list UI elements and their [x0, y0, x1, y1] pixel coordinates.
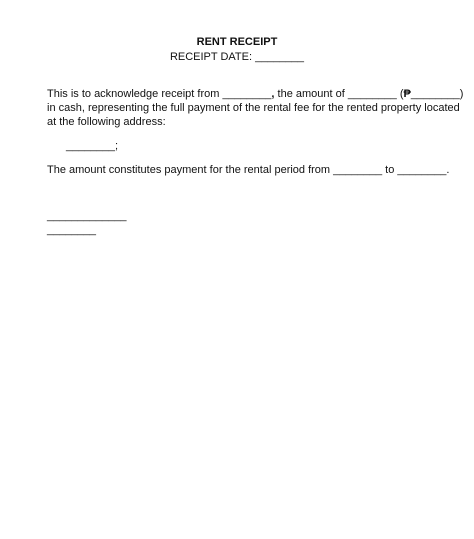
rental-period-line: The amount constitutes payment for the rental period from ________ to ________.	[47, 164, 450, 176]
acknowledgement-paragraph	[47, 87, 464, 129]
amount-text: the amount of ________ (	[274, 88, 404, 100]
rental-period-paragraph	[47, 163, 450, 177]
acknowledgement-line-2: in cash, representing the full payment of the rental fee for the rented property located	[47, 102, 460, 114]
acknowledgement-line-3: at the following address:	[47, 116, 166, 128]
acknowledgement-line-1	[47, 87, 464, 101]
receipt-from-comma: ,	[271, 88, 275, 100]
name-line: ________	[47, 224, 96, 236]
signature-line: _____________	[47, 210, 127, 222]
receipt-from-text: This is to acknowledge receipt from ________	[47, 88, 272, 100]
receipt-date-line: RECEIPT DATE: ________	[169, 51, 305, 63]
peso-sign: ₱	[403, 88, 411, 100]
amount-blank-close: ________)	[410, 88, 464, 100]
address-blank: ________;	[66, 140, 118, 152]
document-title: RENT RECEIPT	[196, 36, 278, 48]
